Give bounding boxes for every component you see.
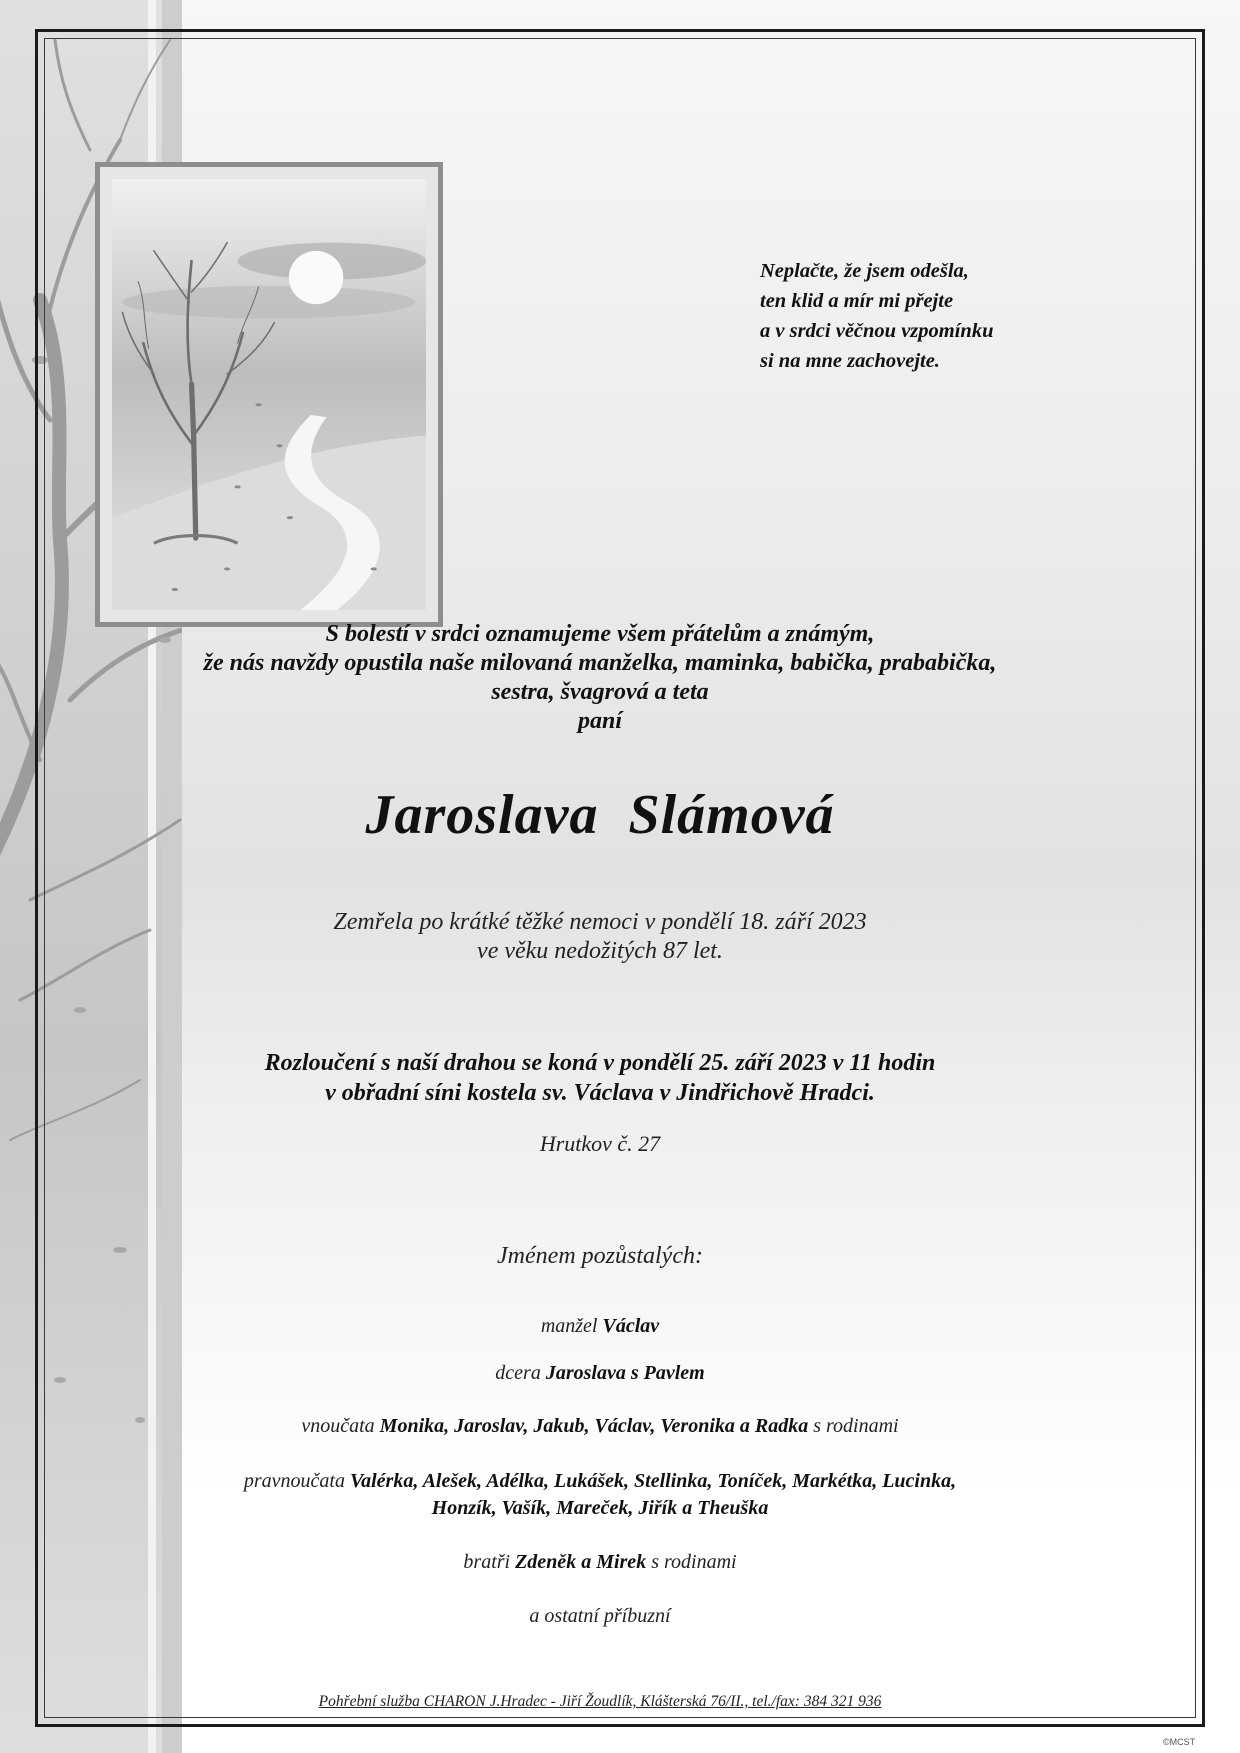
- relation-label: manžel: [540, 1315, 598, 1337]
- relation-label: bratři: [463, 1551, 511, 1573]
- tree-moon-path-drawing: [112, 179, 426, 610]
- announcement-line: že nás navždy opustila naše milovaná manželka, maminka, babička, prababička,: [203, 650, 997, 676]
- on-behalf-heading: Jménem pozůstalých:: [497, 1243, 703, 1269]
- relative-names: Jaroslava s Pavlem: [545, 1362, 705, 1384]
- relative-names: Monika, Jaroslav, Jakub, Václav, Veronika a Radka: [379, 1415, 809, 1437]
- deceased-name: Jaroslava Slámová: [365, 784, 835, 846]
- farewell-line: Rozloučení s naší drahou se koná v pondělí 25. září 2023 v 11 hodin: [264, 1050, 936, 1076]
- relative-names: Valérka, Alešek, Adélka, Lukášek, Stellinka, Toníček, Markétka, Lucinka,: [349, 1470, 957, 1492]
- relation-label: dcera: [495, 1362, 541, 1384]
- death-line: ve věku nedožitých 87 let.: [477, 938, 723, 964]
- death-notice: [110, 908, 1090, 966]
- memorial-poem: [760, 256, 1060, 376]
- poem-line: Neplačte, že jsem odešla,: [760, 260, 969, 282]
- poem-line: ten klid a mír mi přejte: [760, 290, 954, 312]
- memorial-picture: [95, 162, 443, 627]
- funeral-service-footer: Pohřební služba CHARON J.Hradec - Jiří Žoudlík, Klášterská 76/II., tel./fax: 384 321 936: [318, 1693, 882, 1710]
- relative-grandchildren: [110, 1413, 1090, 1440]
- announcement-line: sestra, švagrová a teta: [491, 679, 709, 705]
- farewell-ceremony: [110, 1048, 1090, 1108]
- copyright-mark: ©MCST: [1163, 1737, 1196, 1747]
- relative-great-grandchildren: [110, 1468, 1090, 1522]
- relative-names: Zdeněk a Mirek: [515, 1551, 647, 1573]
- relative-brothers: [110, 1549, 1090, 1576]
- relation-suffix: s rodinami: [651, 1551, 737, 1573]
- relative-daughter: [110, 1360, 1090, 1387]
- relation-label: vnoučata: [301, 1415, 375, 1437]
- relation-label: pravnoučata: [243, 1470, 345, 1492]
- farewell-line: v obřadní síni kostela sv. Václava v Jindřichově Hradci.: [325, 1080, 875, 1106]
- death-line: Zemřela po krátké těžké nemoci v pondělí 18. září 2023: [333, 909, 867, 935]
- announcement-line: paní: [577, 708, 622, 734]
- announcement: [110, 620, 1090, 736]
- relative-names: Václav: [602, 1315, 660, 1337]
- picture-mat: [100, 167, 438, 622]
- announcement-line: S bolestí v srdci oznamujeme všem přátelům a známým,: [325, 621, 875, 647]
- relation-suffix: s rodinami: [813, 1415, 899, 1437]
- family-address: Hrutkov č. 27: [539, 1131, 661, 1156]
- poem-line: si na mne zachovejte.: [760, 350, 940, 372]
- relative-names: Honzík, Vašík, Mareček, Jiřík a Theuška: [431, 1497, 769, 1519]
- poem-line: a v srdci věčnou vzpomínku: [760, 320, 994, 342]
- relative-others: a ostatní příbuzní: [529, 1605, 671, 1627]
- relative-husband: [110, 1313, 1090, 1340]
